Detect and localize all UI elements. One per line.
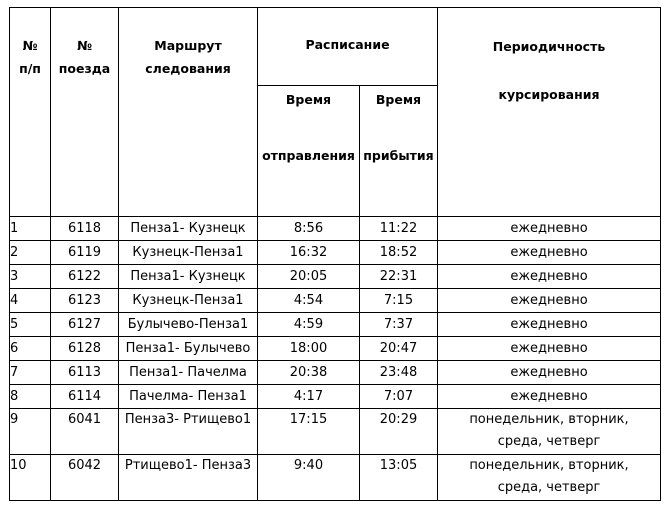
train-number: 6041 [51,409,119,455]
train-number: 6123 [51,289,119,313]
periodicity: ежедневно [438,313,661,337]
arrival-time: 7:15 [360,289,438,313]
route: Кузнецк-Пенза1 [119,241,258,265]
train-number: 6042 [51,455,119,501]
departure-time: 20:38 [258,361,360,385]
row-number: 4 [10,289,51,313]
arrival-time: 7:07 [360,385,438,409]
row-number: 1 [10,217,51,241]
row-number: 7 [10,361,51,385]
departure-time: 4:59 [258,313,360,337]
train-number: 6127 [51,313,119,337]
train-number: 6119 [51,241,119,265]
row-number: 10 [10,455,51,501]
departure-time: 18:00 [258,337,360,361]
table-row [10,337,661,361]
periodicity: ежедневно [438,337,661,361]
route: Ртищево1- Пенза3 [119,455,258,501]
row-number: 8 [10,385,51,409]
route: Пенза3- Ртищево1 [119,409,258,455]
header-arrival-time: Время прибытия [360,86,438,217]
periodicity: ежедневно [438,361,661,385]
table-row [10,289,661,313]
header-periodicity: Периодичность курсирования [438,8,661,217]
departure-time: 8:56 [258,217,360,241]
periodicity: ежедневно [438,385,661,409]
route: Кузнецк-Пенза1 [119,289,258,313]
header-schedule: Расписание [258,8,438,86]
header-route: Маршрут следования [119,8,258,217]
row-number: 2 [10,241,51,265]
route: Пенза1- Булычево [119,337,258,361]
arrival-time: 7:37 [360,313,438,337]
row-number: 6 [10,337,51,361]
header-row [10,8,661,86]
train-number: 6118 [51,217,119,241]
arrival-time: 13:05 [360,455,438,501]
schedule-table [9,7,661,501]
periodicity: понедельник, вторник, среда, четверг [438,455,661,501]
route: Пенза1- Кузнецк [119,265,258,289]
departure-time: 17:15 [258,409,360,455]
periodicity: ежедневно [438,241,661,265]
table-row [10,313,661,337]
route: Пенза1- Кузнецк [119,217,258,241]
departure-time: 20:05 [258,265,360,289]
departure-time: 4:54 [258,289,360,313]
schedule-table-wrapper [9,7,661,501]
header-train-number: № поезда [51,8,119,217]
table-row [10,265,661,289]
arrival-time: 22:31 [360,265,438,289]
arrival-time: 20:29 [360,409,438,455]
table-row [10,217,661,241]
train-number: 6114 [51,385,119,409]
header-departure-time: Время отправления [258,86,360,217]
table-row [10,409,661,455]
table-row [10,361,661,385]
periodicity: понедельник, вторник, среда, четверг [438,409,661,455]
periodicity: ежедневно [438,217,661,241]
arrival-time: 20:47 [360,337,438,361]
row-number: 5 [10,313,51,337]
table-row [10,455,661,501]
periodicity: ежедневно [438,289,661,313]
row-number: 3 [10,265,51,289]
route: Пенза1- Пачелма [119,361,258,385]
train-number: 6113 [51,361,119,385]
periodicity: ежедневно [438,265,661,289]
train-number: 6122 [51,265,119,289]
table-row [10,241,661,265]
table-row [10,385,661,409]
arrival-time: 11:22 [360,217,438,241]
departure-time: 4:17 [258,385,360,409]
arrival-time: 18:52 [360,241,438,265]
arrival-time: 23:48 [360,361,438,385]
departure-time: 16:32 [258,241,360,265]
train-number: 6128 [51,337,119,361]
route: Пачелма- Пенза1 [119,385,258,409]
row-number: 9 [10,409,51,455]
departure-time: 9:40 [258,455,360,501]
header-row-number: № п/п [10,8,51,217]
route: Булычево-Пенза1 [119,313,258,337]
